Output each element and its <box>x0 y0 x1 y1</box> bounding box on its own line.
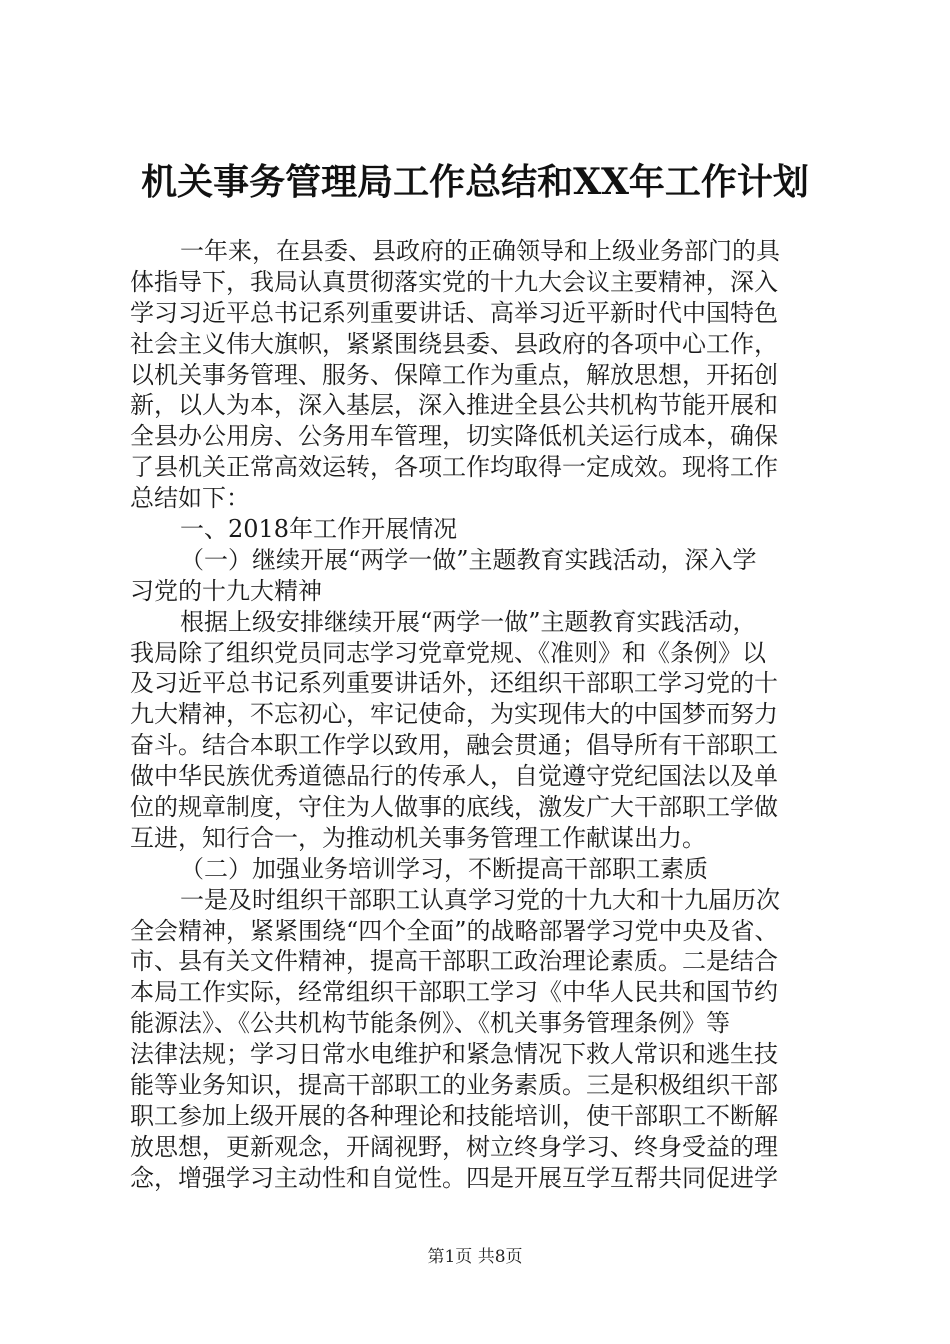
document-title: 机关事务管理局工作总结和XX年工作计划 <box>141 161 809 203</box>
body-text-line: 习党的十九大精神 <box>130 576 322 605</box>
body-text-line: 体指导下，我局认真贯彻落实党的十九大会议主要精神，深入 <box>130 267 778 296</box>
body-text-line: 法律法规；学习日常水电维护和紧急情况下救人常识和逃生技 <box>130 1040 778 1069</box>
body-text-line: 社会主义伟大旗帜，紧紧围绕县委、县政府的各项中心工作， <box>130 329 778 358</box>
body-text-line: 奋斗。结合本职工作学以致用，融会贯通；倡导所有干部职工 <box>130 731 778 760</box>
body-text-line: 新，以人为本，深入基层，深入推进全县公共机构节能开展和 <box>130 391 778 420</box>
body-text-line: 放思想，更新观念，开阔视野，树立终身学习、终身受益的理 <box>130 1132 778 1161</box>
body-text-line: 能等业务知识，提高干部职工的业务素质。三是积极组织干部 <box>130 1071 778 1100</box>
body-text-line: 学习习近平总书记系列重要讲话、高举习近平新时代中国特色 <box>130 298 778 327</box>
body-text-line: 全会精神，紧紧围绕“四个全面”的战略部署学习党中央及省、 <box>130 916 779 945</box>
document-body <box>130 236 830 1194</box>
body-text-line: 市、县有关文件精神，提高干部职工政治理论素质。二是结合 <box>130 947 778 976</box>
body-text-line: 了县机关正常高效运转，各项工作均取得一定成效。现将工作 <box>130 453 778 482</box>
body-text-line: 一年来，在县委、县政府的正确领导和上级业务部门的具 <box>180 237 780 265</box>
body-text-line: 及习近平总书记系列重要讲话外，还组织干部职工学习党的十 <box>130 669 778 698</box>
body-text-line: 念，增强学习主动性和自觉性。四是开展互学互帮共同促进学 <box>130 1163 778 1192</box>
body-text-line: 职工参加上级开展的各种理论和技能培训，使干部职工不断解 <box>130 1101 778 1130</box>
body-text-line: 本局工作实际，经常组织干部职工学习《中华人民共和国节约 <box>130 978 778 1007</box>
body-text-line: 全县办公用房、公务用车管理，切实降低机关运行成本，确保 <box>130 422 778 451</box>
page-footer: 第1页 共8页 <box>427 1247 523 1267</box>
body-text-line: 互进，知行合一，为推动机关事务管理工作献谋出力。 <box>130 823 706 852</box>
body-text-line: 我局除了组织党员同志学习党章党规、《准则》和《条例》以 <box>130 638 766 667</box>
body-text-line: （二）加强业务培训学习，不断提高干部职工素质 <box>180 854 708 883</box>
body-text-line: 一是及时组织干部职工认真学习党的十九大和十九届历次 <box>180 885 780 914</box>
body-text-line: 九大精神，不忘初心，牢记使命，为实现伟大的中国梦而努力 <box>130 700 778 729</box>
body-text-line: 能源法》、《公共机构节能条例》、《机关事务管理条例》等 <box>130 1009 730 1038</box>
body-text-line: 总结如下： <box>130 484 250 513</box>
body-text-line: 根据上级安排继续开展“两学一做”主题教育实践活动， <box>180 607 757 636</box>
body-text-line: 以机关事务管理、服务、保障工作为重点，解放思想，开拓创 <box>130 360 778 389</box>
body-text-line: （一）继续开展“两学一做”主题教育实践活动，深入学 <box>180 545 757 574</box>
body-text-line: 一、2018年工作开展情况 <box>180 515 458 544</box>
body-text-line: 做中华民族优秀道德品行的传承人，自觉遵守党纪国法以及单 <box>130 762 778 791</box>
body-text-line: 位的规章制度，守住为人做事的底线，激发广大干部职工学做 <box>130 793 778 822</box>
